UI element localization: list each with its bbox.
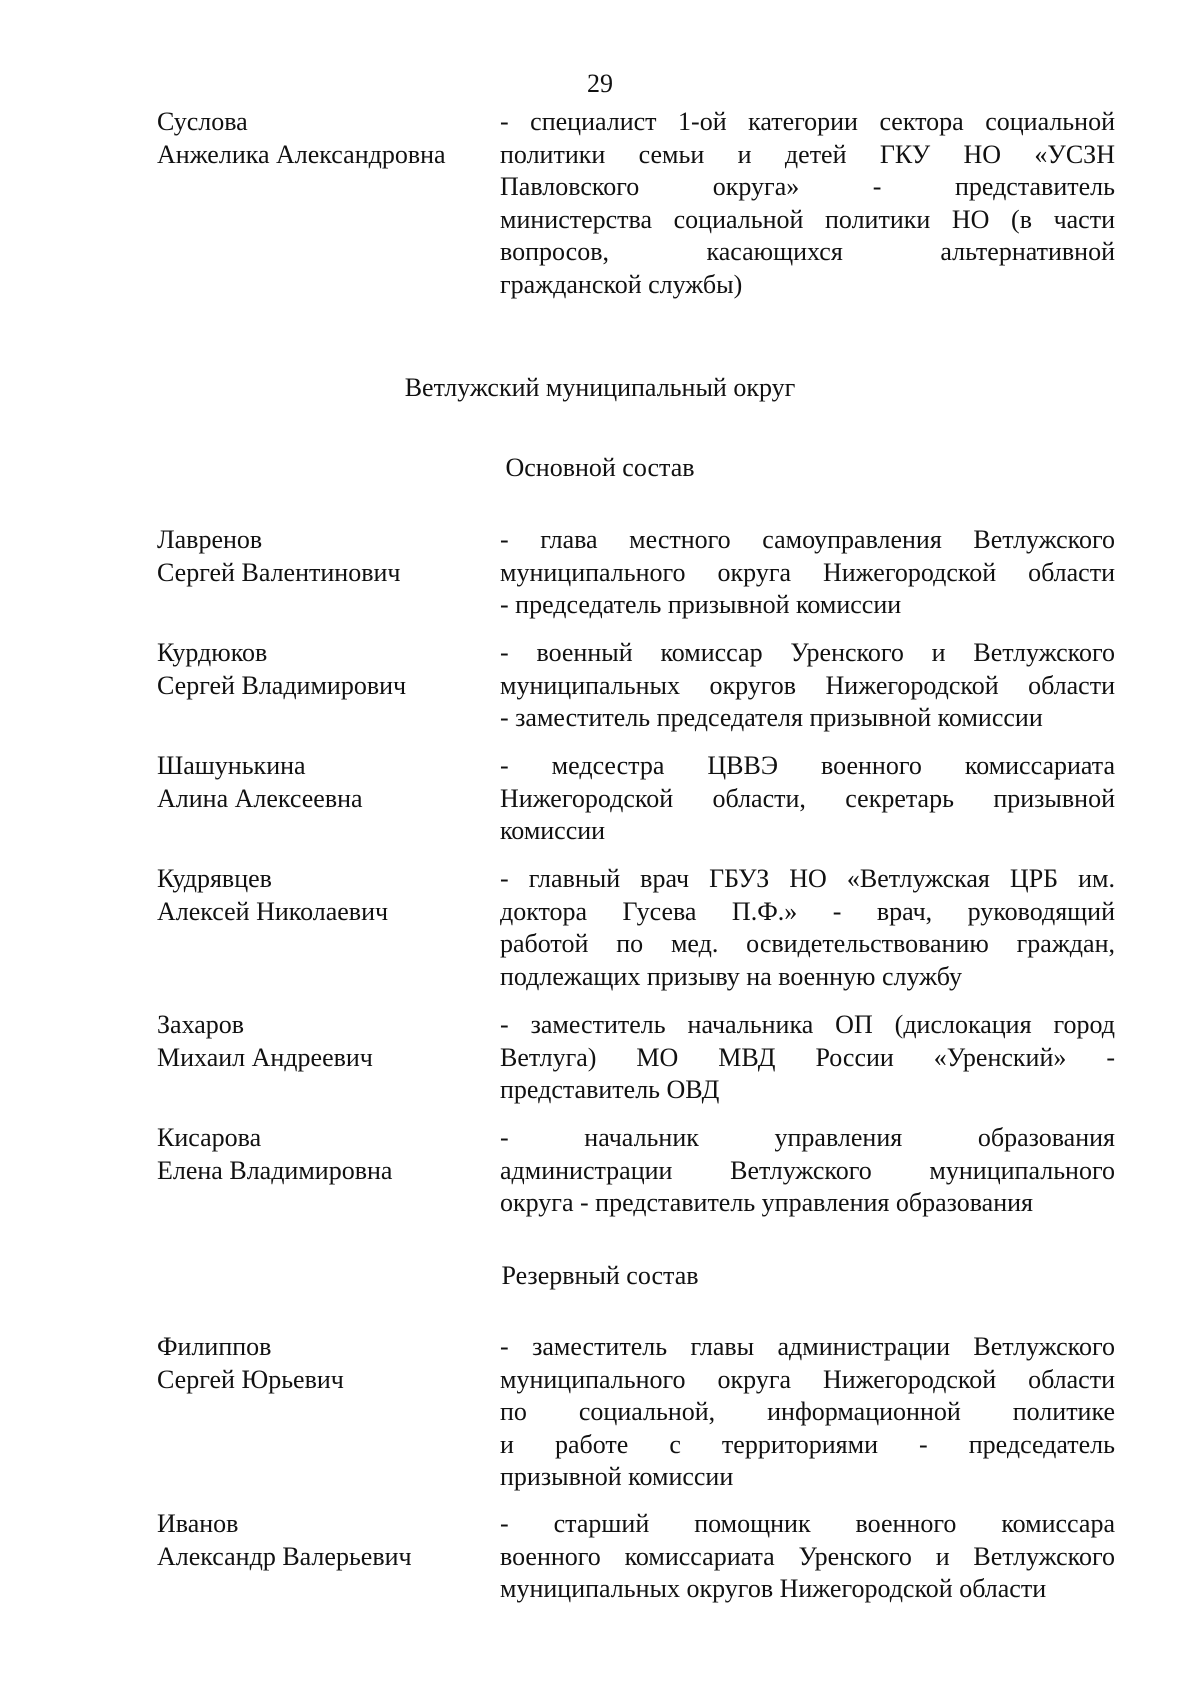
member-role bbox=[500, 1331, 1115, 1494]
role-line: - начальник управления образования bbox=[500, 1123, 1115, 1152]
member-given-names: Елена Владимировна bbox=[157, 1155, 393, 1185]
member-role bbox=[500, 750, 1115, 848]
member-name bbox=[157, 637, 487, 702]
member-surname: Иванов bbox=[157, 1509, 239, 1538]
member-surname: Лавренов bbox=[157, 525, 263, 554]
member-surname: Захаров bbox=[157, 1010, 245, 1039]
role-line: - заместитель председателя призывной комиссии bbox=[500, 703, 1043, 732]
member-given-names: Михаил Андреевич bbox=[157, 1042, 373, 1072]
role-line: - специалист 1-ой категории сектора социальной bbox=[500, 107, 1115, 136]
role-line: округа - представитель управления образования bbox=[500, 1188, 1034, 1217]
member-name bbox=[157, 1009, 487, 1074]
member-surname: Шашунькина bbox=[157, 751, 306, 780]
role-line: Павловского округа» - представитель bbox=[500, 172, 1115, 201]
member-role bbox=[500, 1508, 1115, 1606]
role-line: комиссии bbox=[500, 816, 606, 845]
member-given-names: Александр Валерьевич bbox=[157, 1541, 412, 1571]
member-role bbox=[500, 106, 1115, 301]
member-name bbox=[157, 750, 487, 815]
member-name bbox=[157, 1508, 487, 1573]
role-line: гражданской службы) bbox=[500, 269, 743, 299]
role-line: - медсестра ЦВВЭ военного комиссариата bbox=[500, 751, 1115, 780]
member-given-names: Сергей Владимирович bbox=[157, 670, 407, 700]
role-line: и работе с территориями - председатель bbox=[500, 1429, 1115, 1459]
member-surname: Кудрявцев bbox=[157, 864, 272, 893]
role-line: призывной комиссии bbox=[500, 1462, 734, 1491]
member-surname: Кисарова bbox=[157, 1123, 262, 1152]
role-line: вопросов, касающихся альтернативной bbox=[500, 237, 1115, 266]
member-role bbox=[500, 863, 1115, 993]
role-line: по социальной, информационной политике bbox=[500, 1397, 1115, 1426]
role-line: - заместитель главы администрации Ветлужского bbox=[500, 1332, 1115, 1361]
role-line: подлежащих призыву на военную службу bbox=[500, 961, 962, 991]
role-line: политики семьи и детей ГКУ НО «УСЗН bbox=[500, 139, 1115, 169]
member-role bbox=[500, 1009, 1115, 1107]
member-surname: Суслова bbox=[157, 107, 248, 136]
member-name bbox=[157, 1122, 487, 1187]
role-line: администрации Ветлужского муниципального bbox=[500, 1155, 1115, 1185]
role-line: - глава местного самоуправления Ветлужского bbox=[500, 525, 1115, 554]
member-surname: Филиппов bbox=[157, 1332, 272, 1361]
role-line: - заместитель начальника ОП (дислокация город bbox=[500, 1010, 1115, 1039]
member-name bbox=[157, 1331, 487, 1396]
member-role bbox=[500, 524, 1115, 622]
role-line: Нижегородской области, секретарь призывной bbox=[500, 783, 1115, 813]
member-role bbox=[500, 1122, 1115, 1220]
role-line: - военный комиссар Уренского и Ветлужского bbox=[500, 638, 1115, 667]
member-given-names: Сергей Юрьевич bbox=[157, 1364, 344, 1394]
role-line: - старший помощник военного комиссара bbox=[500, 1509, 1115, 1538]
reserve-composition-title: Резервный состав bbox=[501, 1261, 699, 1290]
member-surname: Курдюков bbox=[157, 638, 268, 667]
role-line: министерства социальной политики НО (в части bbox=[500, 204, 1115, 234]
member-given-names: Алина Алексеевна bbox=[157, 783, 363, 813]
main-composition-title: Основной состав bbox=[505, 453, 695, 482]
member-given-names: Сергей Валентинович bbox=[157, 557, 401, 587]
role-line: доктора Гусева П.Ф.» - врач, руководящий bbox=[500, 896, 1115, 926]
role-line: представитель ОВД bbox=[500, 1075, 720, 1104]
member-name bbox=[157, 106, 487, 171]
role-line: муниципальных округов Нижегородской области bbox=[500, 670, 1115, 700]
member-role bbox=[500, 637, 1115, 735]
role-line: Ветлуга) МО МВД России «Уренский» - bbox=[500, 1042, 1115, 1072]
role-line: муниципальных округов Нижегородской области bbox=[500, 1574, 1047, 1603]
role-line: муниципального округа Нижегородской области bbox=[500, 557, 1115, 587]
role-line: муниципального округа Нижегородской области bbox=[500, 1364, 1115, 1394]
role-line: военного комиссариата Уренского и Ветлужского bbox=[500, 1541, 1115, 1571]
member-given-names: Анжелика Александровна bbox=[157, 139, 446, 169]
role-line: - главный врач ГБУЗ НО «Ветлужская ЦРБ им. bbox=[500, 864, 1115, 893]
member-name bbox=[157, 524, 487, 589]
member-given-names: Алексей Николаевич bbox=[157, 896, 389, 926]
member-name bbox=[157, 863, 487, 928]
role-line: - председатель призывной комиссии bbox=[500, 590, 902, 619]
role-line: работой по мед. освидетельствованию граждан, bbox=[500, 929, 1115, 958]
district-title: Ветлужский муниципальный округ bbox=[404, 373, 796, 402]
page-number: 29 bbox=[587, 69, 613, 98]
